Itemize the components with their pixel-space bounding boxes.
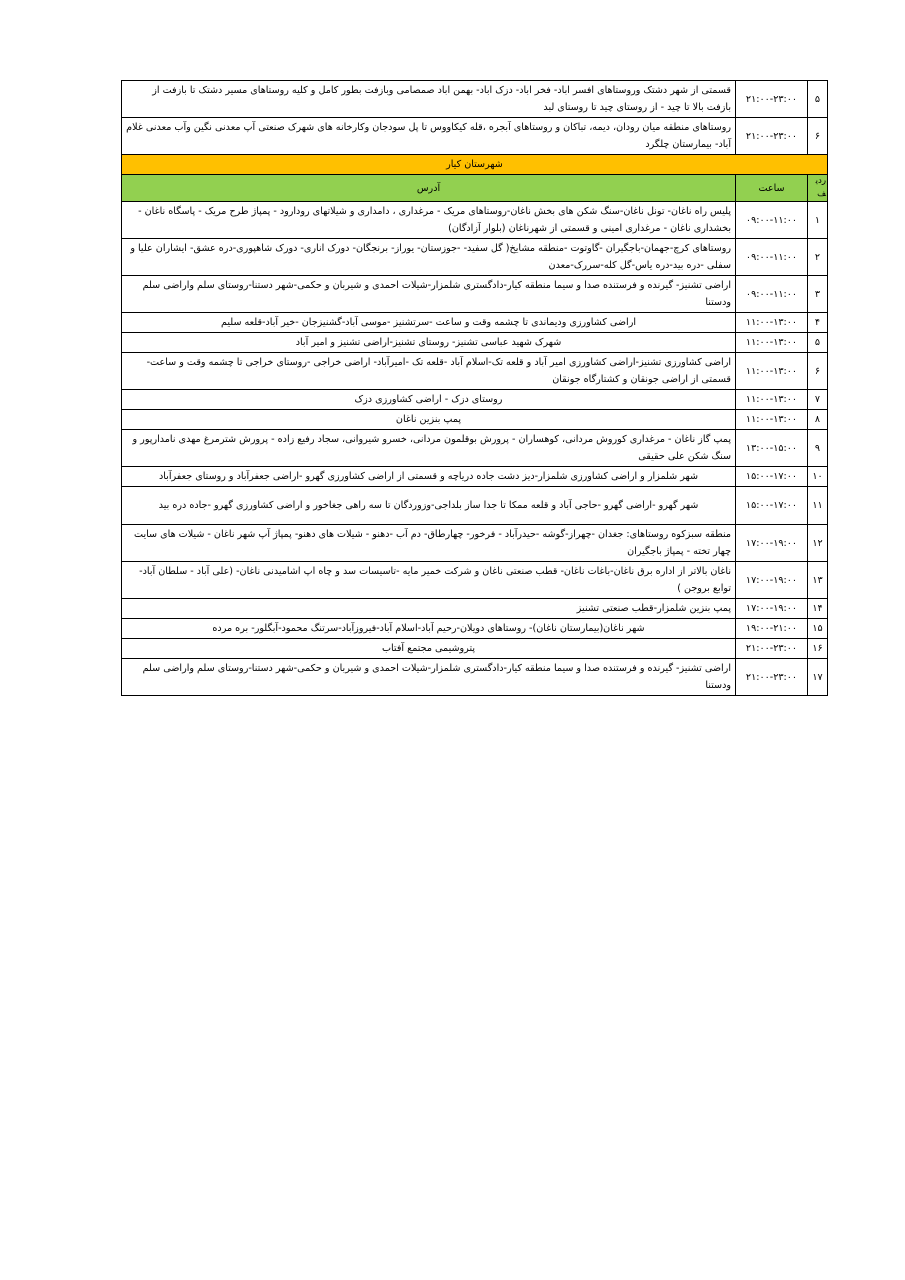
address-cell: روستای دزک - اراضی کشاورزی دزک [122,390,736,410]
table-row [122,390,828,410]
county-title: شهرستان کیار [122,155,828,175]
row-number-cell: ۱۰ [808,467,828,487]
time-range-cell: ۱۱:۰۰-۱۳:۰۰ [736,410,808,430]
table-row [122,599,828,619]
time-range-cell: ۱۱:۰۰-۱۳:۰۰ [736,390,808,410]
time-range-cell: ۰۹:۰۰-۱۱:۰۰ [736,239,808,276]
table-row [122,619,828,639]
time-range-cell: ۲۱:۰۰-۲۳:۰۰ [736,639,808,659]
address-cell: اراضی تشنیز- گیرنده و فرستنده صدا و سیما منطقه کیار-دادگستری شلمزار-شیلات احمدی و شیربان و حکمی-شهر دستنا-روستای سلم واراضی سلم ودستنا [122,276,736,313]
time-range-cell: ۱۷:۰۰-۱۹:۰۰ [736,599,808,619]
address-cell: اراضی کشاورزی تشنیز-اراضی کشاورزی امیر آباد و قلعه تک-اسلام آباد -قلعه تک -امیرآباد- اراضی خراجی -روستای خراجی تا چشمه وقت و ساعت- قسمتی از اراضی جونقان و کشتارگاه جونقان [122,353,736,390]
header-row-number: ردیف [808,175,828,202]
address-cell: پلیس راه ناغان- تونل ناغان-سنگ شکن های بخش ناغان-روستاهای مریک - مرغداری ، دامداری و شیلاتهای رودارود - پمپاژ طرح مریک - پاسگاه ناغان - بخشداری ناغان - مرغداری امینی و قسمتی از شهرناغان (بلوار آزادگان) [122,202,736,239]
row-number-cell: ۹ [808,430,828,467]
time-range-cell: ۲۱:۰۰-۲۳:۰۰ [736,81,808,118]
table-row [122,487,828,525]
county-title-row [122,155,828,175]
row-number-cell: ۶ [808,353,828,390]
time-range-cell: ۰۹:۰۰-۱۱:۰۰ [736,202,808,239]
table-row [122,410,828,430]
address-cell: اراضی تشنیز- گیرنده و فرستنده صدا و سیما منطقه کیار-دادگستری شلمزار-شیلات احمدی و شیربان و حکمی-شهر دستنا-روستای سلم واراضی سلم ودستنا [122,659,736,696]
row-number-cell: ۷ [808,390,828,410]
address-cell: منطقه سبزکوه روستاهای: جغدان -چهراز-گوشه -حیدرآباد - فرخور- چهارطاق- دم آب -دهنو - شیلات های دهنو- پمپاژ آپ شهر ناغان - شیلات های سایت چهار تخته - پمپاژ باجگیران [122,525,736,562]
table-row [122,81,828,118]
row-number-cell: ۱۳ [808,562,828,599]
time-range-cell: ۱۷:۰۰-۱۹:۰۰ [736,562,808,599]
row-number-cell: ۱۴ [808,599,828,619]
address-cell: شهرک شهید عباسی تشنیز- روستای تشنیز-اراضی تشنیز و امیر آباد [122,333,736,353]
address-cell: روستاهای منطقه میان رودان، دیمه، تباکان و روستاهای آبجره ،قله کیکاووس تا پل سودجان وکارخانه های شهرک صنعتی آپ معدنی نگین وآب معدنی غلام آباد- بیمارستان چلگرد [122,118,736,155]
table-row [122,276,828,313]
outage-schedule-table [121,80,828,696]
time-range-cell: ۱۵:۰۰-۱۷:۰۰ [736,487,808,525]
time-range-cell: ۱۱:۰۰-۱۳:۰۰ [736,333,808,353]
address-cell: قسمتی از شهر دشتک وروستاهای افسر اباد- فخر اباد- دزک اباد- بهمن اباد صمصامی وبازفت بطور کامل و کلیه روستاهای مسیر دشتک تا بازفت از بازفت بالا تا چید - از روستای چید تا روستای لبد [122,81,736,118]
address-cell: اراضی کشاورزی ودیماندی تا چشمه وقت و ساعت -سرتشنیز -موسی آباد-گشنیزجان -خیر آباد-قلعه سلیم [122,313,736,333]
column-header-row [122,175,828,202]
time-range-cell: ۱۱:۰۰-۱۳:۰۰ [736,353,808,390]
header-address: آدرس [122,175,736,202]
row-number-cell: ۳ [808,276,828,313]
address-cell: ناغان بالاتر از اداره برق ناغان-باغات ناغان- قطب صنعتی ناغان و شرکت خمیر مایه -تاسیسات سد و چاه اپ اشامیدنی ناغان- (علی آباد - سلطان آباد-توابع بروجن ) [122,562,736,599]
time-range-cell: ۱۱:۰۰-۱۳:۰۰ [736,313,808,333]
address-cell: پمپ بنزین شلمزار-قطب صنعتی تشنیز [122,599,736,619]
time-range-cell: ۱۹:۰۰-۲۱:۰۰ [736,619,808,639]
address-cell: شهر شلمزار و اراضی کشاورزی شلمزار-دیز دشت جاده دریاچه و قسمتی از اراضی کشاورزی گهرو -اراضی جعفرآباد و روستای جعفرآباد [122,467,736,487]
time-range-cell: ۲۱:۰۰-۲۳:۰۰ [736,118,808,155]
table-body [122,81,828,696]
row-number-cell: ۵ [808,333,828,353]
row-number-cell: ۶ [808,118,828,155]
row-number-cell: ۱۵ [808,619,828,639]
row-number-cell: ۴ [808,313,828,333]
time-range-cell: ۲۱:۰۰-۲۳:۰۰ [736,659,808,696]
table-row [122,562,828,599]
table-row [122,202,828,239]
table-row [122,639,828,659]
time-range-cell: ۰۹:۰۰-۱۱:۰۰ [736,276,808,313]
row-number-cell: ۱ [808,202,828,239]
address-cell: شهر گهرو -اراضی گهرو -حاجی آباد و قلعه ممکا تا جدا ساز بلداجی-وزوردگان تا سه راهی جغاخور و اراضی کشاورزی گهرو -جاده دره بید [122,487,736,525]
table-row [122,525,828,562]
table-row [122,239,828,276]
address-cell: روستاهای کرچ-جهمان-باجگیران -گاوتوت -منطقه مشایخ( گل سفید- -جوزستان- یوراز- برنجگان- دورک اناری- دورک شاهپوری-دره عشق- ایشاران علیا و سفلی -دره بید-دره یاس-گل کله-سررک-معدن [122,239,736,276]
table-row [122,353,828,390]
address-cell: شهر ناغان(بیمارستان ناغان)- روستاهای دویلان-رحیم آباد-اسلام آباد-فیروزآباد-سرتنگ محمود-آبگلور- بره مرده [122,619,736,639]
address-cell: پمپ گاز ناغان - مرغداری کوروش مردانی، کوهساران - پرورش بوقلمون مردانی، خسرو شیروانی، سجاد رفیع زاده - پرورش شترمرغ مهدی نامدارپور و سنگ شکن علی حقیقی [122,430,736,467]
row-number-cell: ۸ [808,410,828,430]
header-time: ساعت [736,175,808,202]
row-number-cell: ۱۱ [808,487,828,525]
table-row [122,333,828,353]
address-cell: پمپ بنزین ناغان [122,410,736,430]
table-row [122,659,828,696]
address-cell: پتروشیمی مجتمع آفتاب [122,639,736,659]
row-number-cell: ۵ [808,81,828,118]
table-row [122,430,828,467]
table-row [122,313,828,333]
time-range-cell: ۱۷:۰۰-۱۹:۰۰ [736,525,808,562]
time-range-cell: ۱۳:۰۰-۱۵:۰۰ [736,430,808,467]
table-row [122,118,828,155]
row-number-cell: ۱۲ [808,525,828,562]
row-number-cell: ۱۶ [808,639,828,659]
time-range-cell: ۱۵:۰۰-۱۷:۰۰ [736,467,808,487]
row-number-cell: ۱۷ [808,659,828,696]
row-number-cell: ۲ [808,239,828,276]
table-row [122,467,828,487]
